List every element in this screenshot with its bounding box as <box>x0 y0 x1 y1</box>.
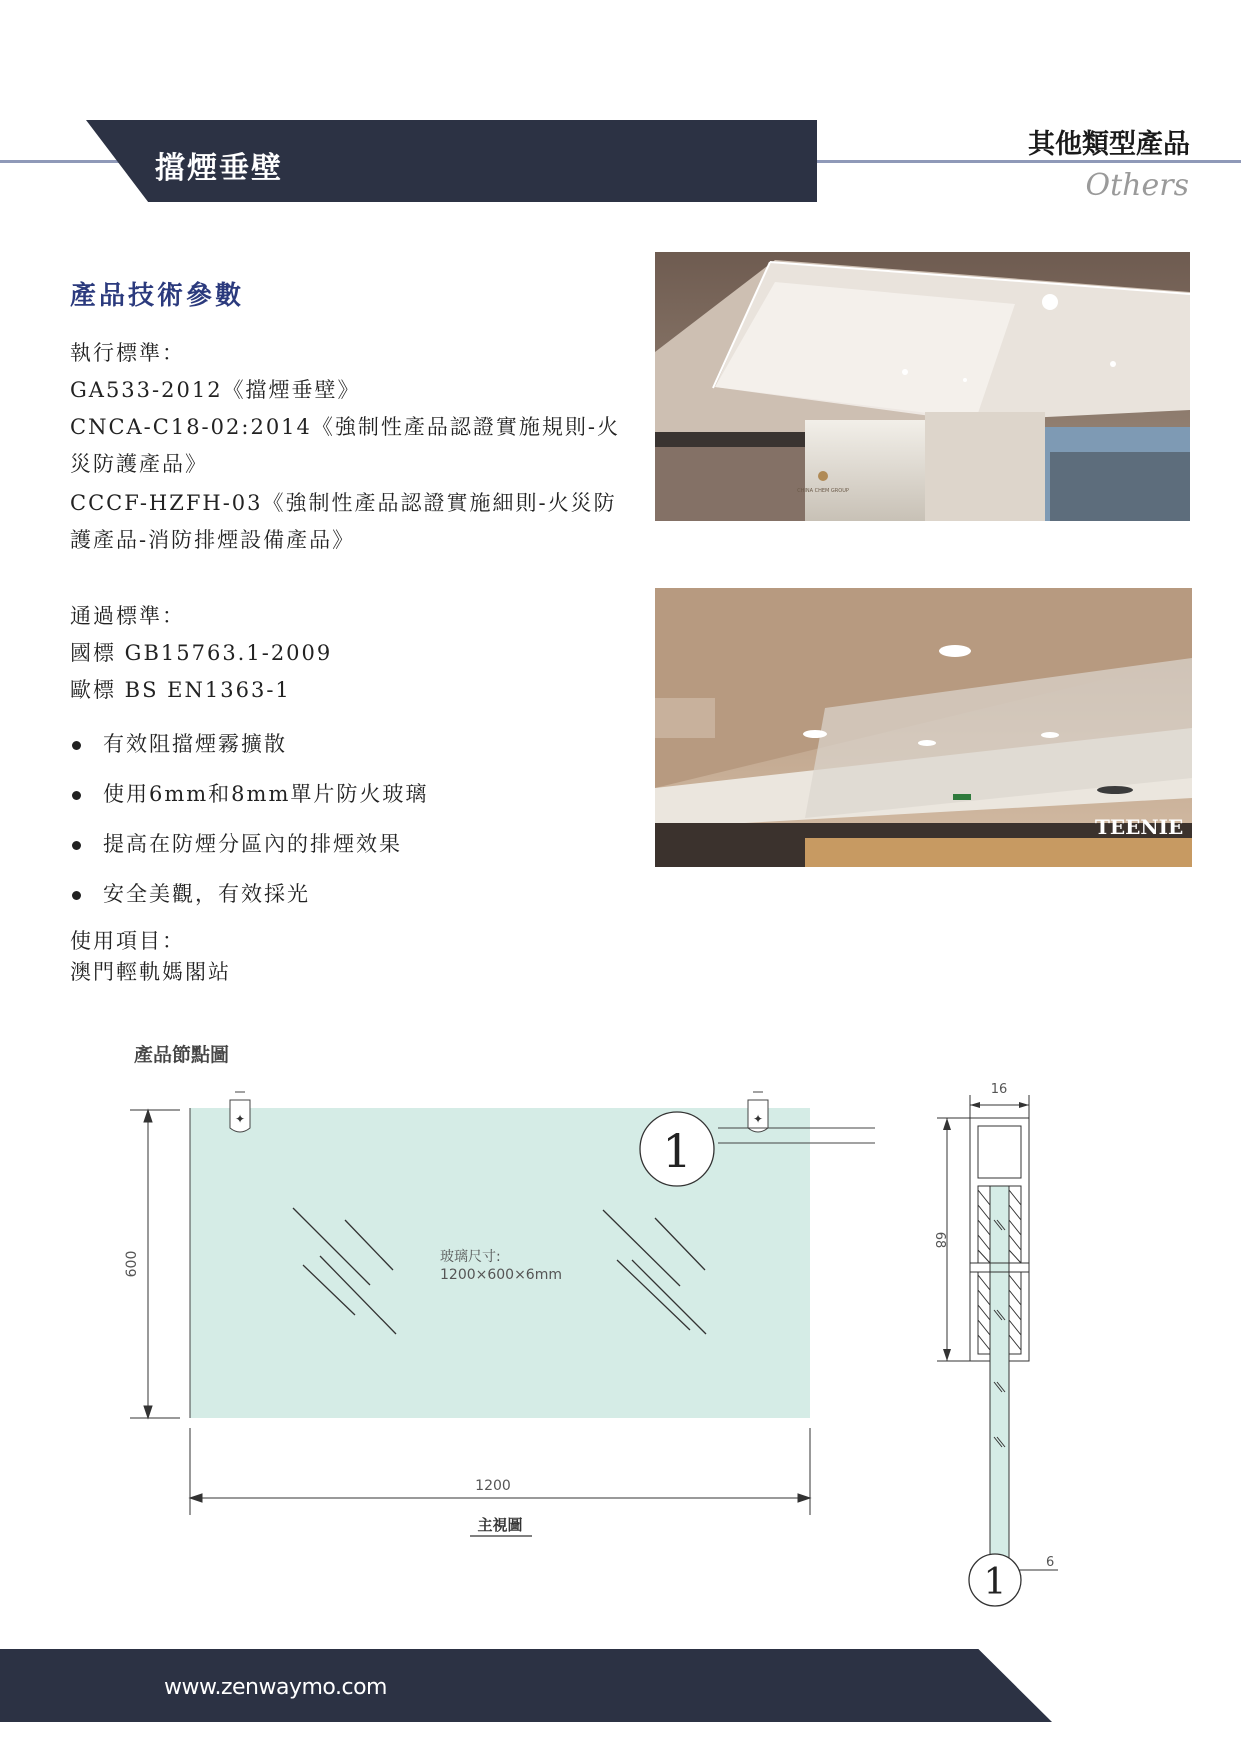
svg-text:TEENIE: TEENIE <box>1095 815 1184 839</box>
bullet-icon <box>72 741 81 750</box>
pass-standard-line: 國標 GB15763.1-2009 <box>70 641 333 665</box>
view-label: 主視圖 <box>477 1516 523 1534</box>
exec-standard-line: CCCF-HZFH-03《強制性產品認證實施細則-火災防 <box>70 491 617 515</box>
photo-1-image <box>655 252 1190 521</box>
glass-size: 1200×600×6mm <box>440 1267 562 1283</box>
footer-banner <box>0 1649 1052 1722</box>
svg-text:✦: ✦ <box>752 1112 764 1126</box>
drawing-title: 產品節點圖 <box>134 1044 230 1066</box>
bullet-icon <box>72 841 81 850</box>
feature-bullet: 安全美觀，有效採光 <box>70 878 310 908</box>
callout-number: 1 <box>662 1124 692 1178</box>
bullet-icon <box>72 891 81 900</box>
feature-bullet: 使用6mm和8mm單片防火玻璃 <box>70 778 428 808</box>
detail-section <box>937 1095 1058 1580</box>
detail-width-label: 16 <box>990 1082 1008 1097</box>
pass-standard-label: 通過標準： <box>70 604 185 628</box>
svg-text:CHINA CHEM GROUP: CHINA CHEM GROUP <box>797 488 849 494</box>
section-title: 產品技術參數 <box>70 281 245 311</box>
detail-glass-label: 6 <box>1046 1555 1055 1570</box>
detail-height-label: 68 <box>932 1231 947 1249</box>
page-title: 擋煙垂壁 <box>155 151 283 186</box>
svg-text:✦: ✦ <box>234 1112 246 1126</box>
use-label: 使用項目： <box>70 929 185 953</box>
detail-callout-number: 1 <box>983 1562 1007 1603</box>
category-subtitle: Others <box>1085 168 1189 203</box>
feature-bullet: 提高在防煙分區內的排煙效果 <box>70 828 402 858</box>
footer-url[interactable]: www.zenwaymo.com <box>164 1675 387 1700</box>
glass-label: 玻璃尺寸: <box>440 1249 501 1265</box>
pass-standard-line: 歐標 BS EN1363-1 <box>70 678 291 702</box>
bullet-icon <box>72 791 81 800</box>
exec-standard-line: CNCA-C18-02:2014《強制性產品認證實施規則-火 <box>70 415 620 439</box>
photo-2-image <box>655 588 1192 867</box>
exec-standard-label: 執行標準： <box>70 341 185 365</box>
node-drawing <box>110 1070 1110 1610</box>
width-dimension-label: 1200 <box>475 1478 511 1494</box>
category-title: 其他類型產品 <box>1028 129 1190 160</box>
exec-standard-line: 災防護產品》 <box>70 452 208 476</box>
installation-photo-2 <box>655 588 1192 867</box>
width-dimension <box>190 1428 810 1515</box>
exec-standard-line: GA533-2012《擋煙垂壁》 <box>70 378 361 402</box>
detail-callout <box>965 1550 1025 1610</box>
feature-bullet: 有效阻擋煙霧擴散 <box>70 728 287 758</box>
exec-standard-line: 護產品-消防排煙設備產品》 <box>70 528 356 552</box>
height-dimension-label: 600 <box>124 1250 140 1278</box>
installation-photo-1 <box>655 252 1190 521</box>
use-value: 澳門輕軌媽閣站 <box>70 960 231 984</box>
